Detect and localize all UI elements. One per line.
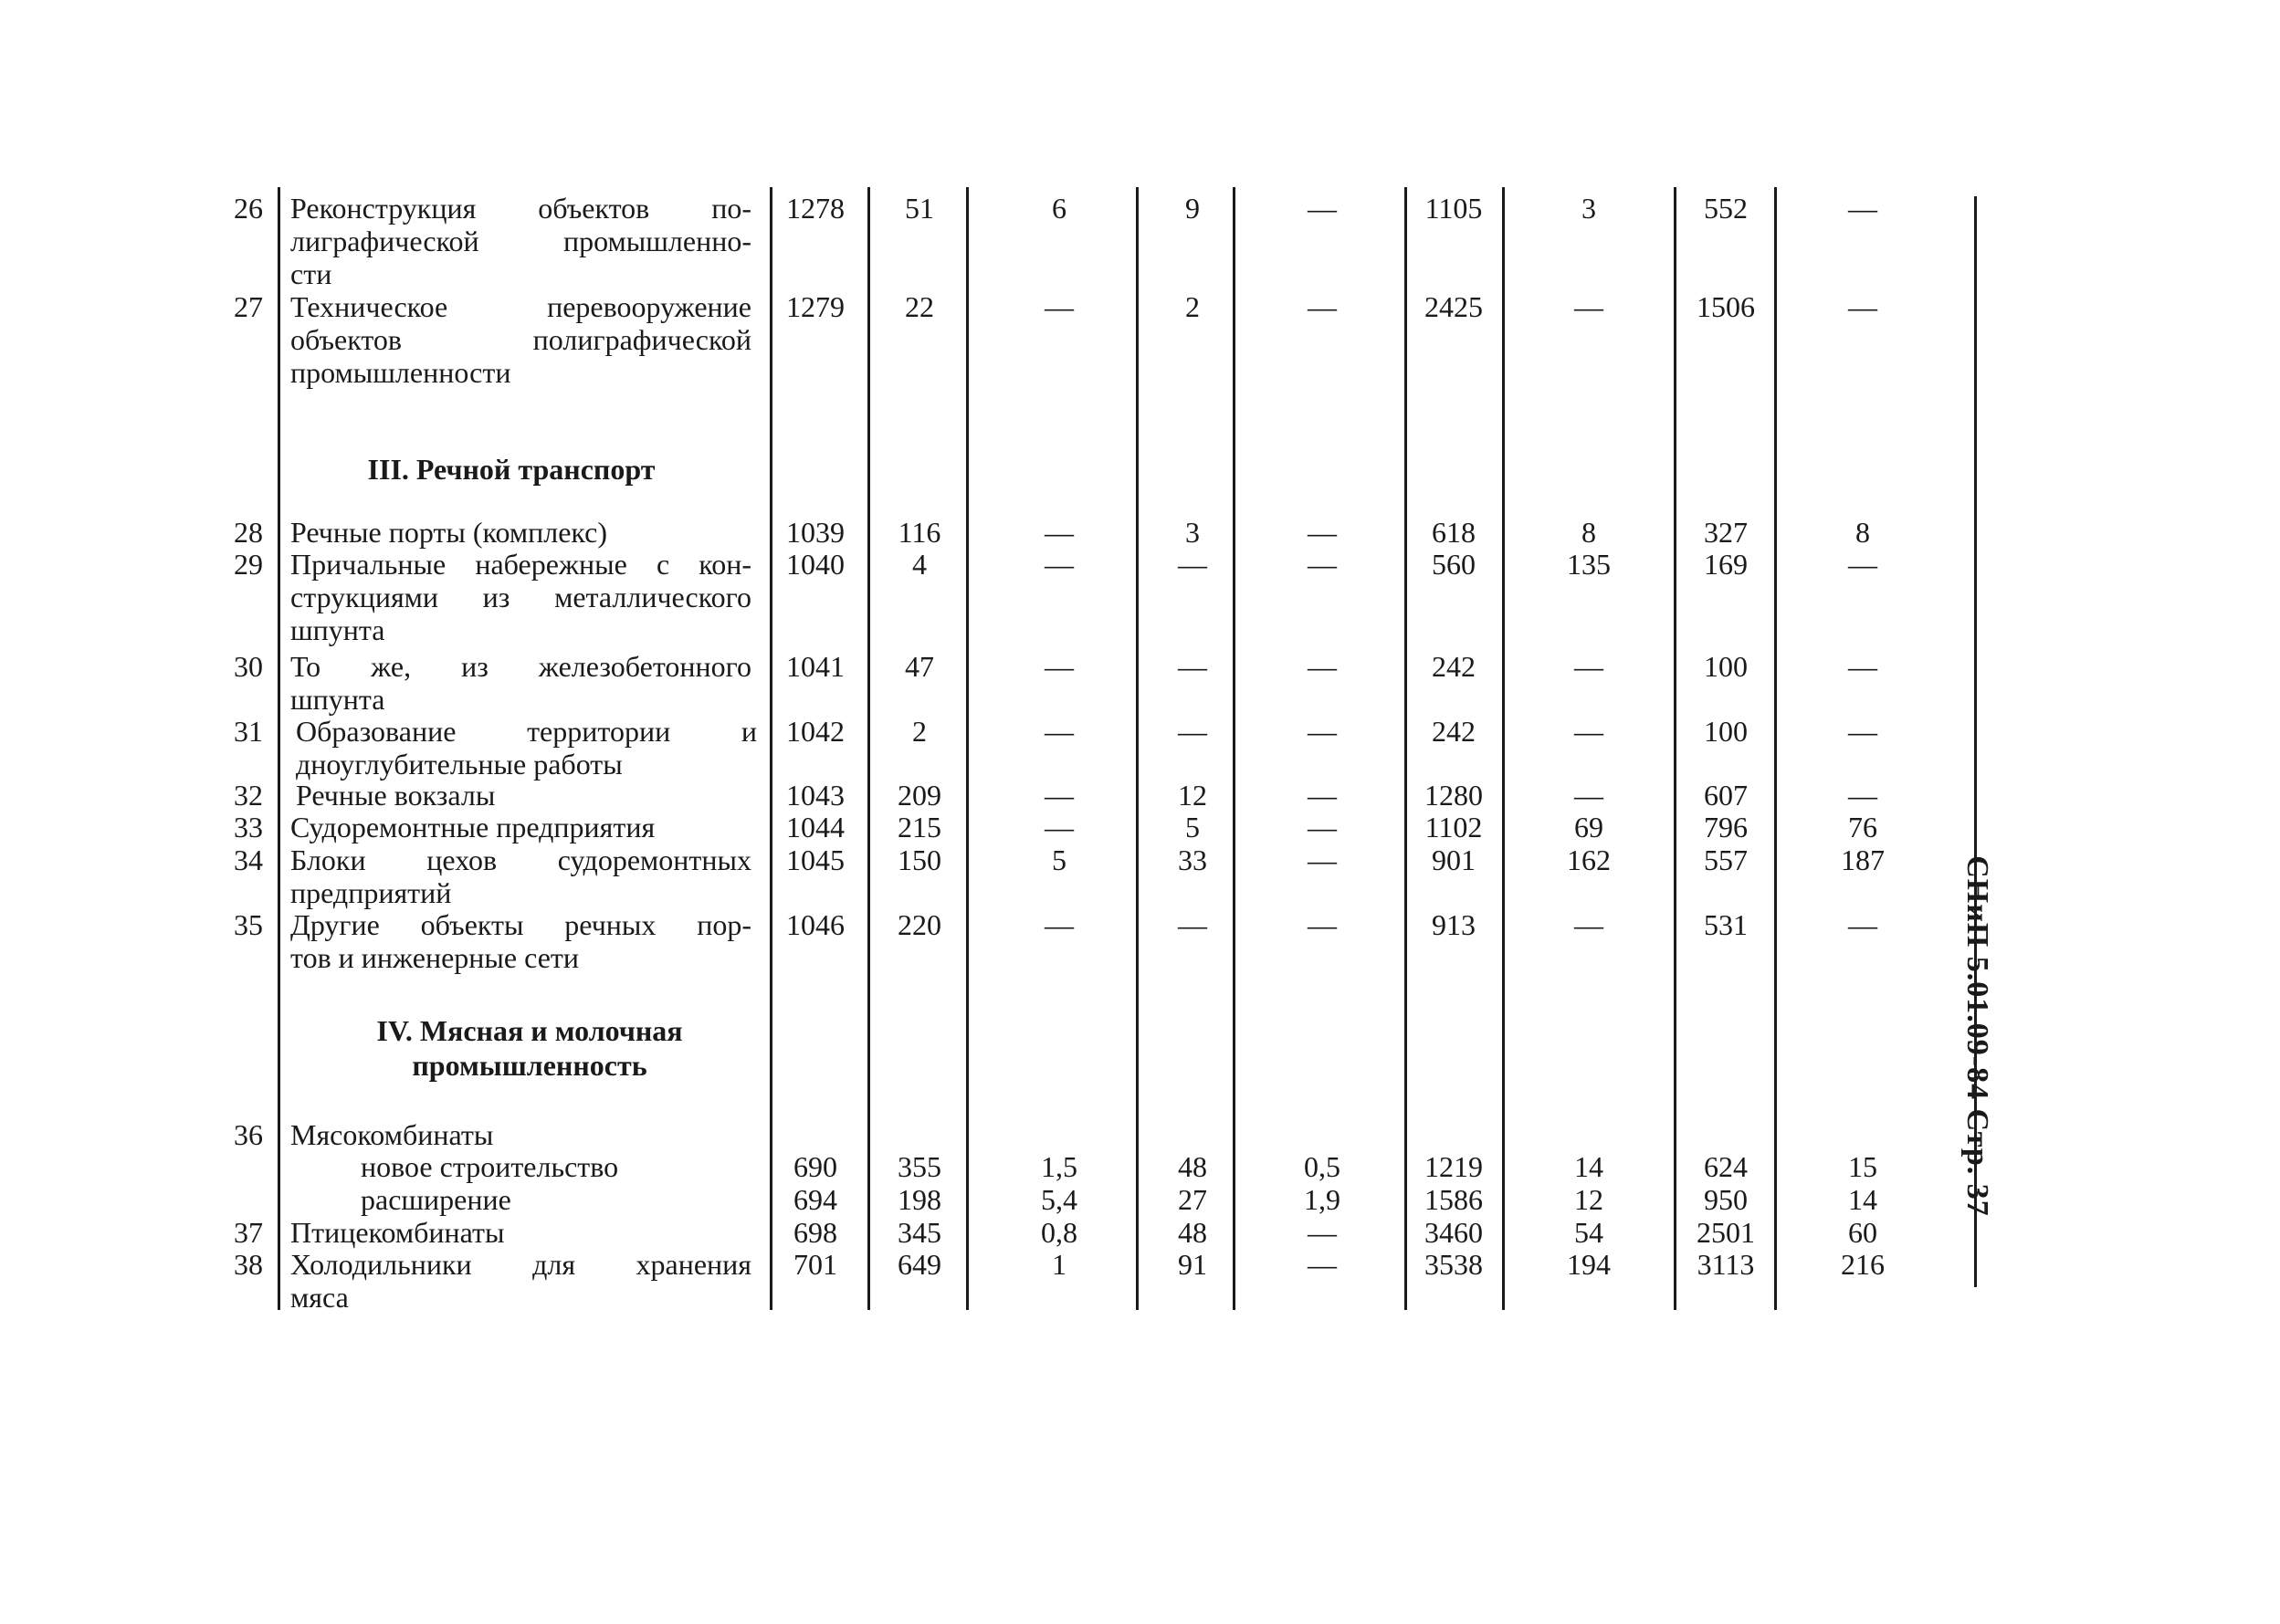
row-number: 31 <box>234 715 263 748</box>
value-cell: 116 <box>898 516 941 549</box>
value-cell: 694 <box>793 1183 837 1216</box>
value-cell: 187 <box>1841 843 1885 876</box>
value-cell: — <box>1308 1216 1337 1249</box>
value-cell: 1586 <box>1424 1183 1483 1216</box>
value-cell: 1041 <box>786 650 845 683</box>
value-cell: — <box>1308 650 1337 683</box>
value-cell: 345 <box>898 1216 941 1249</box>
column-rule <box>1404 187 1407 1310</box>
value-cell: 3113 <box>1697 1248 1755 1281</box>
value-cell: — <box>1178 650 1207 683</box>
value-cell: 12 <box>1178 779 1207 812</box>
value-cell: 5 <box>1185 811 1200 843</box>
value-cell: 51 <box>905 192 934 225</box>
value-cell: 54 <box>1574 1216 1603 1249</box>
row-description-line: промышленности <box>290 356 511 389</box>
row-number: 38 <box>234 1248 263 1281</box>
value-cell: 198 <box>898 1183 941 1216</box>
value-cell: — <box>1308 779 1337 812</box>
column-rule <box>770 187 772 1310</box>
value-cell: 69 <box>1574 811 1603 843</box>
row-number: 35 <box>234 908 263 941</box>
value-cell: 48 <box>1178 1150 1207 1183</box>
value-cell: 162 <box>1567 843 1611 876</box>
column-rule <box>1233 187 1235 1310</box>
row-number: 26 <box>234 192 263 225</box>
row-description-line: Реконструкция объектов по- <box>290 192 751 225</box>
value-cell: 60 <box>1848 1216 1877 1249</box>
value-cell: — <box>1848 290 1877 323</box>
value-cell: 0,8 <box>1041 1216 1077 1249</box>
value-cell: 913 <box>1432 908 1476 941</box>
row-description-line: сти <box>290 257 332 290</box>
value-cell: 4 <box>912 548 927 581</box>
value-cell: 220 <box>898 908 941 941</box>
column-rule <box>867 187 870 1310</box>
value-cell: 950 <box>1704 1183 1748 1216</box>
value-cell: 91 <box>1178 1248 1207 1281</box>
row-description-line: объектов полиграфической <box>290 323 751 356</box>
row-description-line: расширение <box>361 1183 511 1216</box>
value-cell: 14 <box>1848 1183 1877 1216</box>
value-cell: — <box>1045 811 1074 843</box>
value-cell: 1278 <box>786 192 845 225</box>
column-rule <box>1502 187 1505 1310</box>
value-cell: 27 <box>1178 1183 1207 1216</box>
row-description-line: Другие объекты речных пор- <box>290 908 751 941</box>
value-cell: 216 <box>1841 1248 1885 1281</box>
row-description-line: дноуглубительные работы <box>296 748 623 781</box>
value-cell: 5,4 <box>1041 1183 1077 1216</box>
value-cell: 560 <box>1432 548 1476 581</box>
value-cell: 15 <box>1848 1150 1877 1183</box>
value-cell: 1506 <box>1697 290 1755 323</box>
value-cell: 76 <box>1848 811 1877 843</box>
value-cell: — <box>1574 290 1603 323</box>
value-cell: — <box>1574 908 1603 941</box>
row-number: 27 <box>234 290 263 323</box>
row-description-line: Блоки цехов судоремонтных <box>290 843 751 876</box>
value-cell: 1045 <box>786 843 845 876</box>
value-cell: — <box>1574 779 1603 812</box>
value-cell: — <box>1045 290 1074 323</box>
value-cell: 242 <box>1432 715 1476 748</box>
row-number: 34 <box>234 843 263 876</box>
value-cell: 2 <box>912 715 927 748</box>
value-cell: 701 <box>793 1248 837 1281</box>
row-number: 30 <box>234 650 263 683</box>
row-description-line: тов и инженерные сети <box>290 941 579 974</box>
row-description-line: Судоремонтные предприятия <box>290 811 656 843</box>
value-cell: 169 <box>1704 548 1748 581</box>
value-cell: 1042 <box>786 715 845 748</box>
row-description-line: мяса <box>290 1281 349 1314</box>
value-cell: 0,5 <box>1304 1150 1340 1183</box>
row-description-line: лиграфической промышленно- <box>290 225 751 257</box>
value-cell: 1279 <box>786 290 845 323</box>
value-cell: — <box>1308 290 1337 323</box>
value-cell: 327 <box>1704 516 1748 549</box>
value-cell: 690 <box>793 1150 837 1183</box>
value-cell: — <box>1178 548 1207 581</box>
value-cell: 5 <box>1052 843 1066 876</box>
section-title: IV. Мясная и молочная промышленность <box>376 1014 683 1082</box>
page-side-label: СНиП 5.01.09-84 Стр. 37 <box>1960 855 1994 1217</box>
value-cell: — <box>1045 715 1074 748</box>
value-cell: 2425 <box>1424 290 1483 323</box>
value-cell: — <box>1848 548 1877 581</box>
row-description-line: Причальные набережные с кон- <box>290 548 751 581</box>
value-cell: — <box>1848 908 1877 941</box>
row-description-line: Холодильники для хранения <box>290 1248 751 1281</box>
value-cell: 3460 <box>1424 1216 1483 1249</box>
value-cell: 6 <box>1052 192 1066 225</box>
row-description-line: Птицекомбинаты <box>290 1216 505 1249</box>
value-cell: 2 <box>1185 290 1200 323</box>
value-cell: — <box>1045 650 1074 683</box>
value-cell: 618 <box>1432 516 1476 549</box>
value-cell: 1 <box>1052 1248 1066 1281</box>
value-cell: — <box>1308 908 1337 941</box>
value-cell: 901 <box>1432 843 1476 876</box>
value-cell: 1102 <box>1424 811 1483 843</box>
value-cell: — <box>1308 1248 1337 1281</box>
value-cell: 3 <box>1581 192 1596 225</box>
row-number: 29 <box>234 548 263 581</box>
value-cell: — <box>1308 192 1337 225</box>
value-cell: 607 <box>1704 779 1748 812</box>
value-cell: — <box>1848 779 1877 812</box>
value-cell: 12 <box>1574 1183 1603 1216</box>
value-cell: 8 <box>1855 516 1870 549</box>
value-cell: 624 <box>1704 1150 1748 1183</box>
row-description-line: Речные порты (комплекс) <box>290 516 608 549</box>
row-description-line: предприятий <box>290 876 452 909</box>
value-cell: 1040 <box>786 548 845 581</box>
value-cell: — <box>1045 779 1074 812</box>
value-cell: 48 <box>1178 1216 1207 1249</box>
row-number: 37 <box>234 1216 263 1249</box>
value-cell: — <box>1178 715 1207 748</box>
value-cell: 2501 <box>1697 1216 1755 1249</box>
value-cell: 194 <box>1567 1248 1611 1281</box>
value-cell: 209 <box>898 779 941 812</box>
value-cell: 3 <box>1185 516 1200 549</box>
value-cell: 14 <box>1574 1150 1603 1183</box>
row-description-line: Речные вокзалы <box>296 779 496 812</box>
value-cell: 1044 <box>786 811 845 843</box>
value-cell: — <box>1045 908 1074 941</box>
value-cell: 135 <box>1567 548 1611 581</box>
value-cell: — <box>1308 811 1337 843</box>
column-rule <box>1136 187 1139 1310</box>
row-description-line: Образование территории и <box>296 715 757 748</box>
value-cell: 796 <box>1704 811 1748 843</box>
row-description-line: новое строительство <box>361 1150 619 1183</box>
value-cell: — <box>1308 548 1337 581</box>
value-cell: 22 <box>905 290 934 323</box>
row-number: 36 <box>234 1118 263 1151</box>
value-cell: 242 <box>1432 650 1476 683</box>
value-cell: 47 <box>905 650 934 683</box>
value-cell: 150 <box>898 843 941 876</box>
row-description-line: шпунта <box>290 683 385 716</box>
value-cell: 531 <box>1704 908 1748 941</box>
value-cell: 215 <box>898 811 941 843</box>
value-cell: 3538 <box>1424 1248 1483 1281</box>
column-rule <box>278 187 280 1310</box>
value-cell: 355 <box>898 1150 941 1183</box>
value-cell: 649 <box>898 1248 941 1281</box>
value-cell: — <box>1045 548 1074 581</box>
value-cell: — <box>1848 715 1877 748</box>
value-cell: 698 <box>793 1216 837 1249</box>
row-number: 32 <box>234 779 263 812</box>
value-cell: 557 <box>1704 843 1748 876</box>
value-cell: — <box>1848 192 1877 225</box>
value-cell: 1,5 <box>1041 1150 1077 1183</box>
row-description-line: струкциями из металлического <box>290 581 751 613</box>
value-cell: 1046 <box>786 908 845 941</box>
value-cell: 1043 <box>786 779 845 812</box>
value-cell: 1039 <box>786 516 845 549</box>
row-description-line: Мясокомбинаты <box>290 1118 494 1151</box>
value-cell: 1,9 <box>1304 1183 1340 1216</box>
value-cell: 552 <box>1704 192 1748 225</box>
value-cell: — <box>1848 650 1877 683</box>
row-description-line: То же, из железобетонного <box>290 650 751 683</box>
row-number: 33 <box>234 811 263 843</box>
column-rule <box>1774 187 1777 1310</box>
row-description-line: Техническое перевооружение <box>290 290 751 323</box>
value-cell: 1219 <box>1424 1150 1483 1183</box>
value-cell: 1280 <box>1424 779 1483 812</box>
value-cell: 100 <box>1704 650 1748 683</box>
value-cell: — <box>1574 715 1603 748</box>
value-cell: — <box>1308 715 1337 748</box>
row-description-line: шпунта <box>290 613 385 646</box>
value-cell: — <box>1308 516 1337 549</box>
value-cell: — <box>1574 650 1603 683</box>
value-cell: 33 <box>1178 843 1207 876</box>
value-cell: 9 <box>1185 192 1200 225</box>
section-title: III. Речной транспорт <box>367 453 656 486</box>
column-rule <box>1674 187 1676 1310</box>
value-cell: 8 <box>1581 516 1596 549</box>
value-cell: 100 <box>1704 715 1748 748</box>
value-cell: — <box>1045 516 1074 549</box>
column-rule <box>966 187 969 1310</box>
value-cell: — <box>1178 908 1207 941</box>
value-cell: 1105 <box>1424 192 1483 225</box>
row-number: 28 <box>234 516 263 549</box>
value-cell: — <box>1308 843 1337 876</box>
